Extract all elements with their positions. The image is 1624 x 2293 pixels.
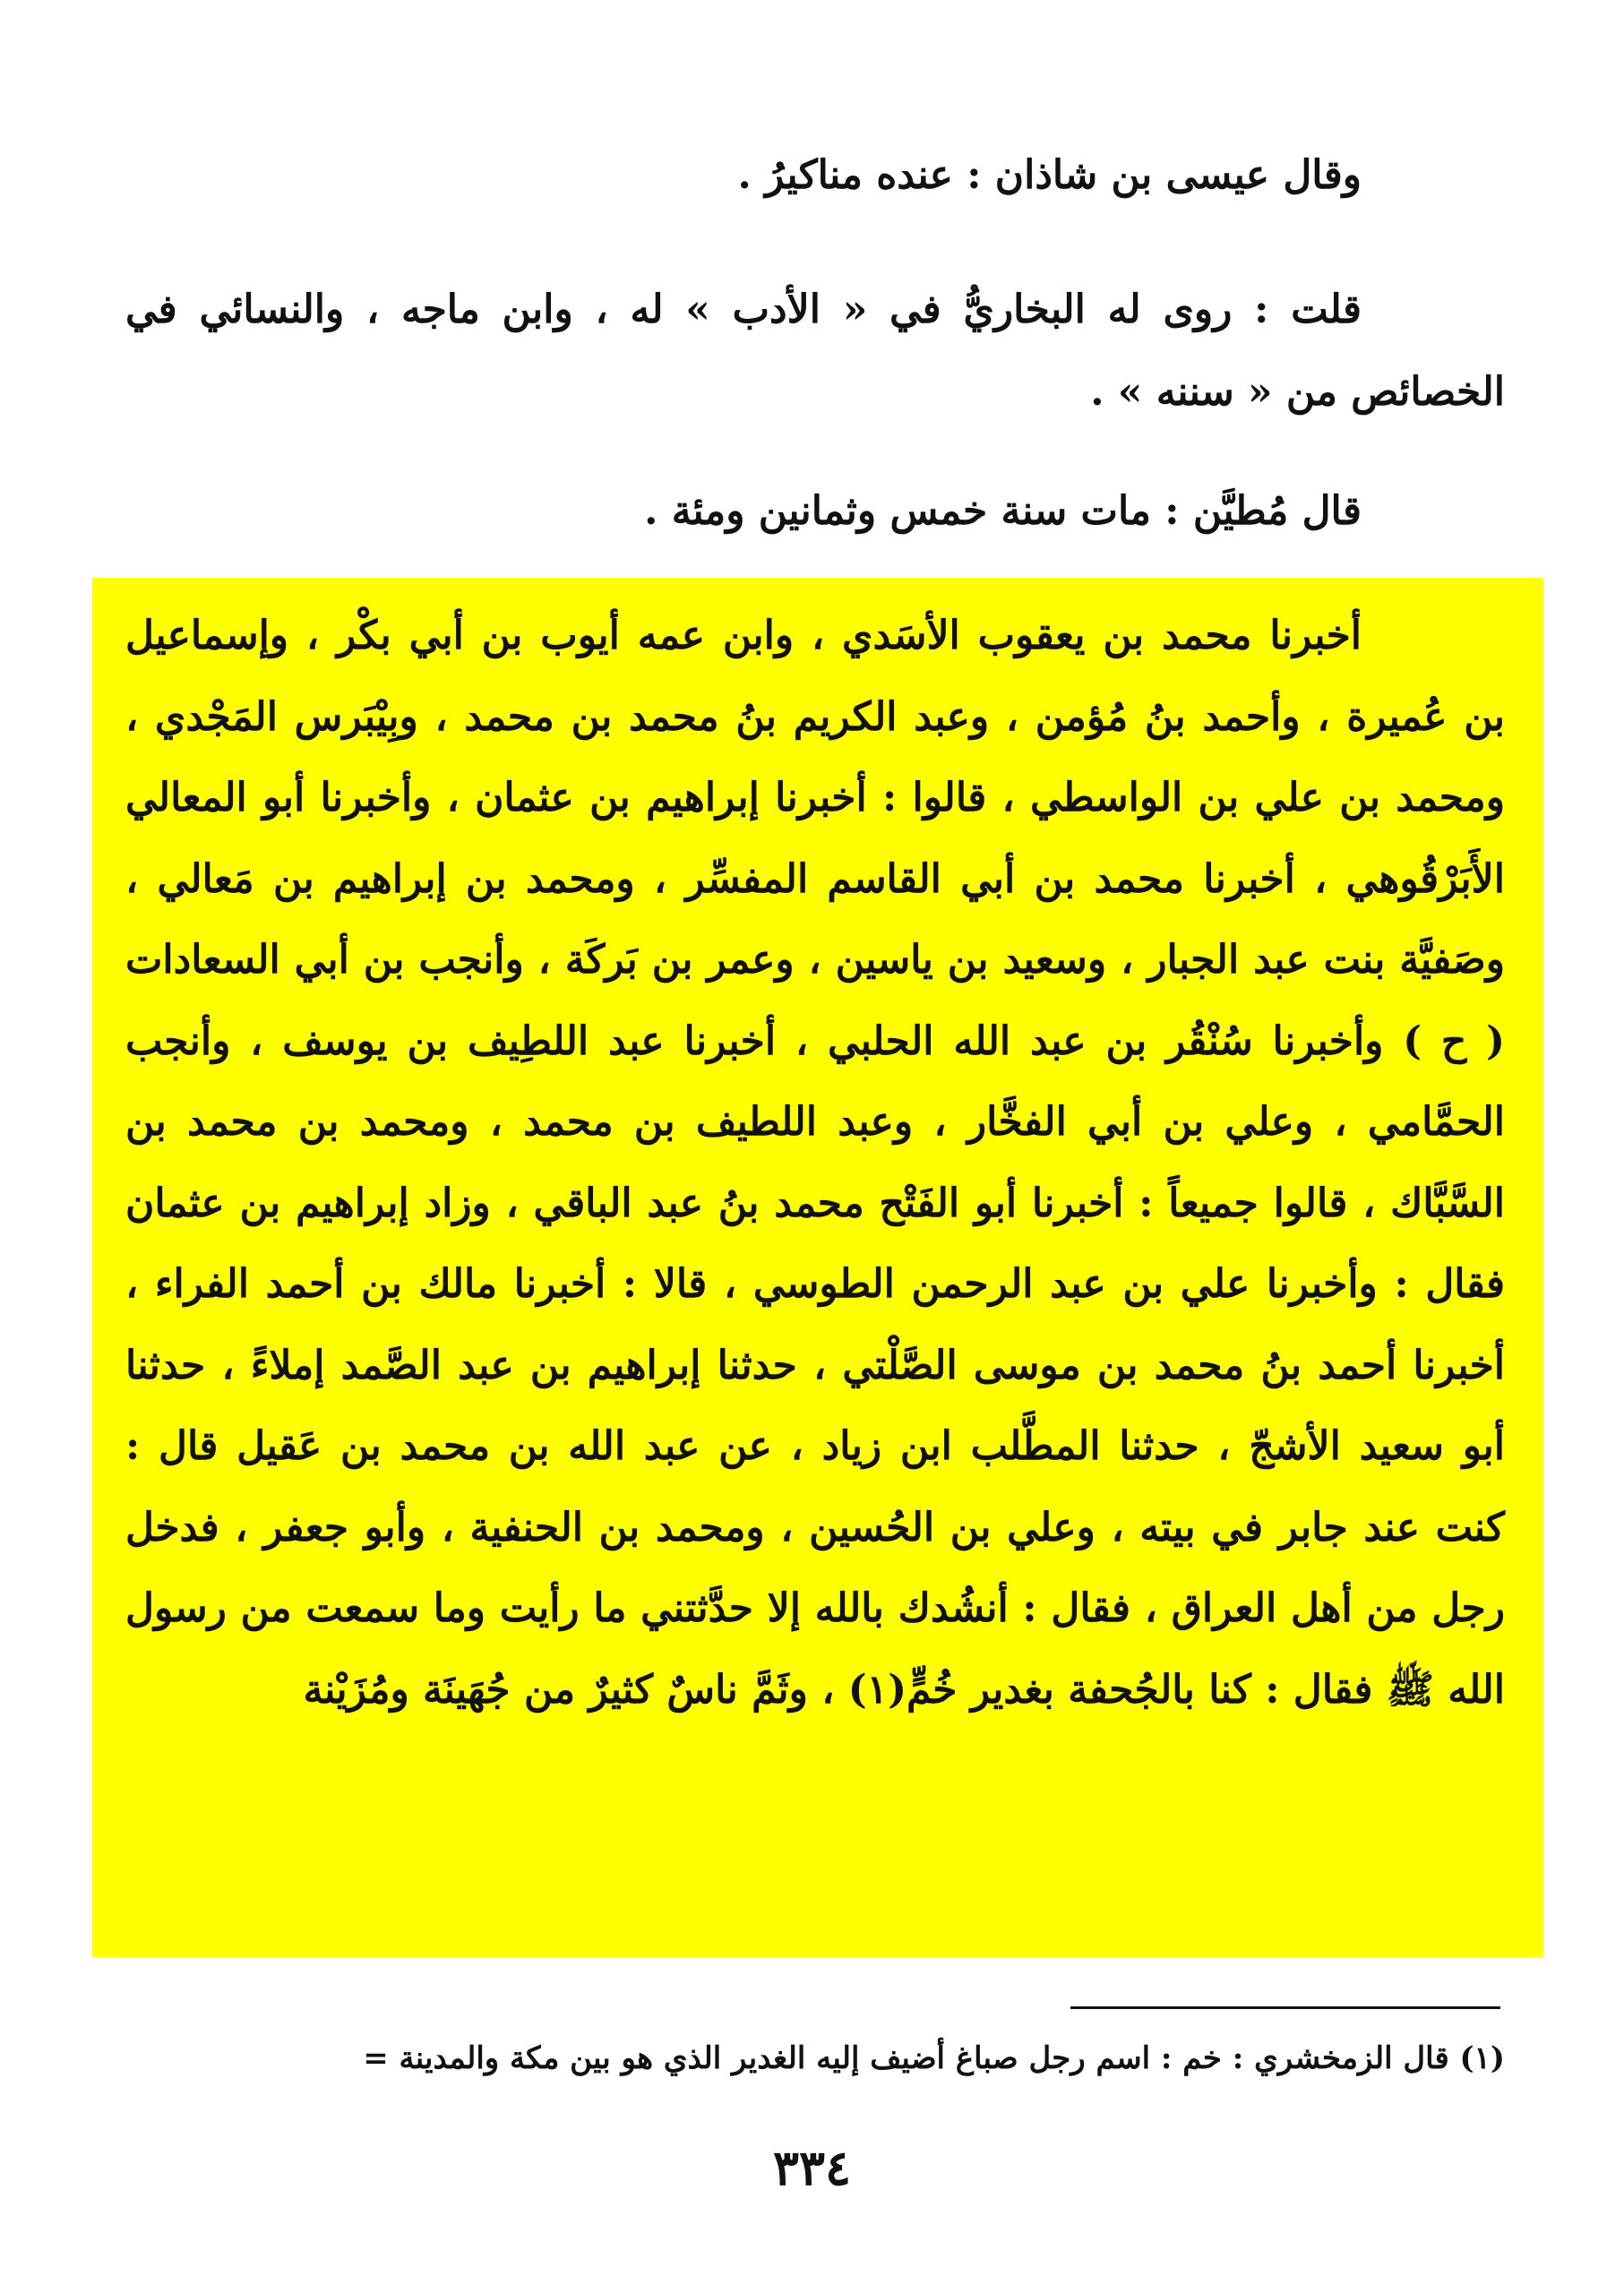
- footnote: (١) قال الزمخشري : خم : اسم رجل صباغ أضيف إليه الغدير الذي هو بين مكة والمدينة =: [363, 2040, 1505, 2076]
- footnote-separator: [1070, 2006, 1500, 2009]
- paragraph-isnad-chain: [125, 596, 1505, 1730]
- paragraph-text: قال مُطيَّن : مات سنة خمس وثمانين ومئة .: [644, 488, 1362, 534]
- paragraph-text: قلت : روى له البخاريُّ في « الأدب » له ، وابن ماجه ، والنسائي في الخصائص من « سننه » .: [125, 287, 1505, 415]
- paragraph-isa-ibn-shadhan: [125, 134, 1505, 217]
- paragraph-text: وقال عيسى بن شاذان : عنده مناكيرُ .: [737, 152, 1362, 198]
- page-number: ٣٣٤: [772, 2139, 851, 2196]
- paragraph-bukhari-note: [125, 269, 1505, 434]
- paragraph-mutayyan: [125, 470, 1505, 553]
- paragraph-text: أخبرنا محمد بن يعقوب الأسَدي ، وابن عمه أيوب بن أبي بكْر ، وإسماعيل بن عُميرة ، وأحمد بنُ مُؤمن ، وعبد الكريم بنُ محمد بن محمد ، وبِيْبَرس المَجْدي ، ومحمد بن علي بن الواسطي ، قالوا : أخبرنا إبراهيم بن عثمان ، وأخبرنا أبو المعالي الأَبَرْقُوهي ، أخبرنا محمد بن أبي القاسم المفسِّر ، ومحمد بن إبراهيم بن مَعالي ، وصَفيَّة بنت عبد الجبار ، وسعيد بن ياسين ، وعمر بن بَركَة ، وأنجب بن أبي السعادات ( ح ) وأخبرنا سُنْقُر بن عبد الله الحلبي ، أخبرنا عبد اللطِيف بن يوسف ، وأنجب الحمَّامي ، وعلي بن أبي الفخَّار ، وعبد اللطيف بن محمد ، ومحمد بن محمد بن السَّبَّاك ، قالوا جميعاً : أخبرنا أبو الفَتْح محمد بنُ عبد الباقي ، وزاد إبراهيم بن عثمان فقال : وأخبرنا علي بن عبد الرحمن الطوسي ، قالا : أخبرنا مالك بن أحمد الفراء ، أخبرنا أحمد بنُ محمد بن موسى الصَّلْتي ، حدثنا إبراهيم بن عبد الصَّمد إملاءً ، حدثنا أبو سعيد الأشجّ ، حدثنا المطَّلب ابن زياد ، عن عبد الله بن محمد بن عَقيل قال : كنت عند جابر في بيته ، وعلي بن الحُسين ، ومحمد بن الحنفية ، وأبو جعفر ، فدخل رجل من أهل العراق ، فقال : أنشُدك بالله إلا حدَّثتني ما رأيت وما سمعت من رسول الله ﷺ فقال : كنا بالجُحفة بغدير خُمٍّ(١) ، وثَمَّ ناسٌ كثيرٌ من جُهَينَة ومُزَيْنة: [125, 613, 1505, 1713]
